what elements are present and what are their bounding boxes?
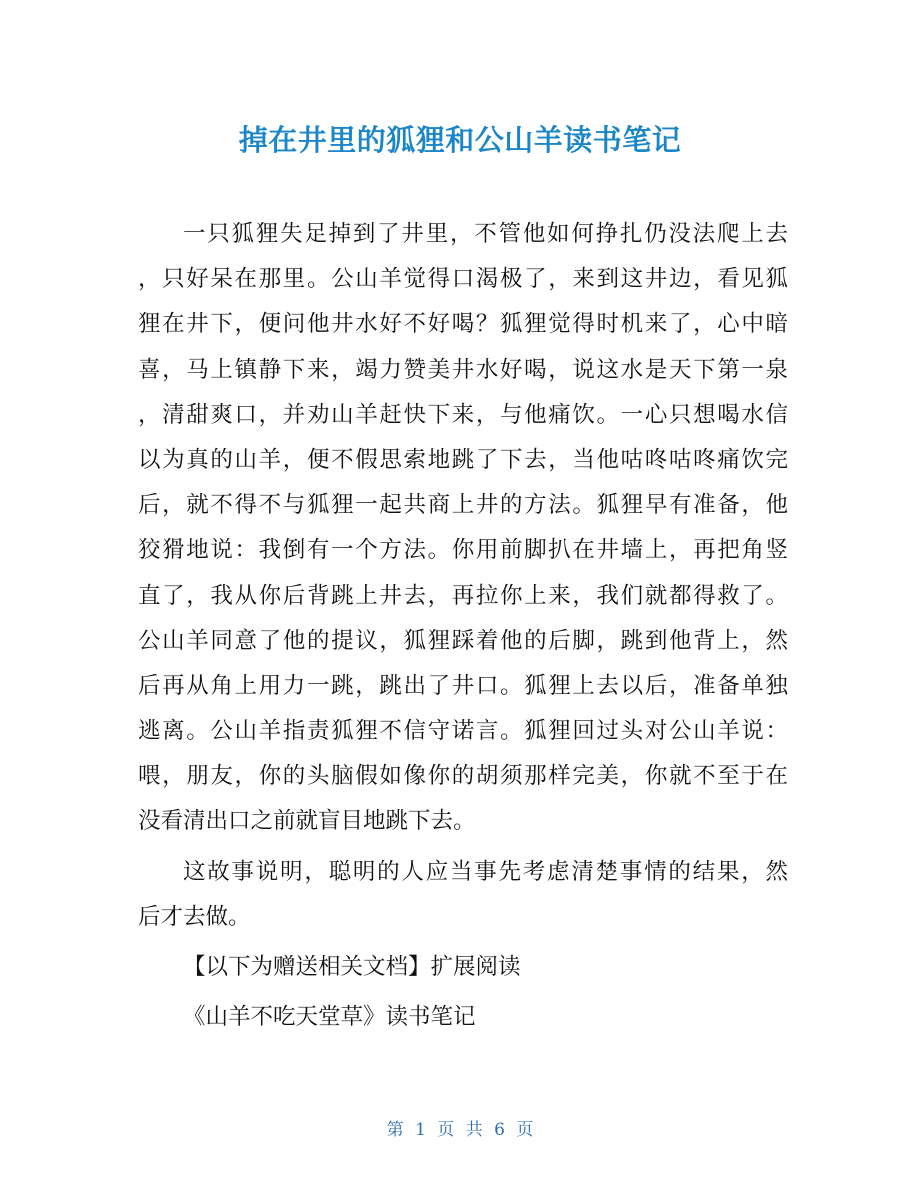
- text-line: ，只好呆在那里。公山羊觉得口渴极了，来到这井边，看见狐: [138, 266, 788, 293]
- page-number-footer: 第 1 页 共 6 页: [386, 1120, 534, 1140]
- text-line: ，清甜爽口，并劝山羊赶快下来，与他痛饮。一心只想喝水信: [138, 401, 788, 428]
- text-line: 以为真的山羊，便不假思索地跳了下去，当他咕咚咕咚痛饮完: [138, 446, 788, 473]
- extended-reading-label: 【以下为赠送相关文档】扩展阅读: [183, 954, 521, 980]
- text-line: 喜，马上镇静下来，竭力赞美井水好喝，说这水是天下第一泉: [138, 356, 788, 383]
- document-title: 掉在井里的狐狸和公山羊读书笔记: [238, 123, 682, 157]
- paragraph-1: [138, 212, 788, 845]
- text-line: 喂，朋友，你的头脑假如像你的胡须那样完美，你就不至于在: [138, 763, 788, 790]
- text-line: 狡猾地说：我倒有一个方法。你用前脚扒在井墙上，再把角竖: [138, 537, 788, 564]
- text-line: 后才去做。: [138, 903, 251, 930]
- text-line: 后，就不得不与狐狸一起共商上井的方法。狐狸早有准备，他: [138, 492, 788, 519]
- text-line: 这故事说明，聪明的人应当事先考虑清楚事情的结果，然: [183, 858, 788, 885]
- document-body: [138, 212, 788, 1040]
- paragraph-2: [138, 850, 788, 940]
- text-line: 一只狐狸失足掉到了井里，不管他如何挣扎仍没法爬上去: [183, 221, 788, 247]
- text-line: 狸在井下，便问他井水好不好喝？狐狸觉得时机来了，心中暗: [138, 311, 788, 338]
- text-line: 后再从角上用力一跳，跳出了井口。狐狸上去以后，准备单独: [138, 672, 788, 699]
- text-line: 逃离。公山羊指责狐狸不信守诺言。狐狸回过头对公山羊说：: [138, 718, 788, 745]
- text-line: 没看清出口之前就盲目地跳下去。: [138, 808, 476, 835]
- text-line: 公山羊同意了他的提议，狐狸踩着他的后脚，跳到他背上，然: [138, 627, 788, 654]
- text-line: 直了，我从你后背跳上井去，再拉你上来，我们就都得救了。: [138, 582, 788, 609]
- related-document-title: 《山羊不吃天堂草》读书笔记: [183, 1004, 476, 1031]
